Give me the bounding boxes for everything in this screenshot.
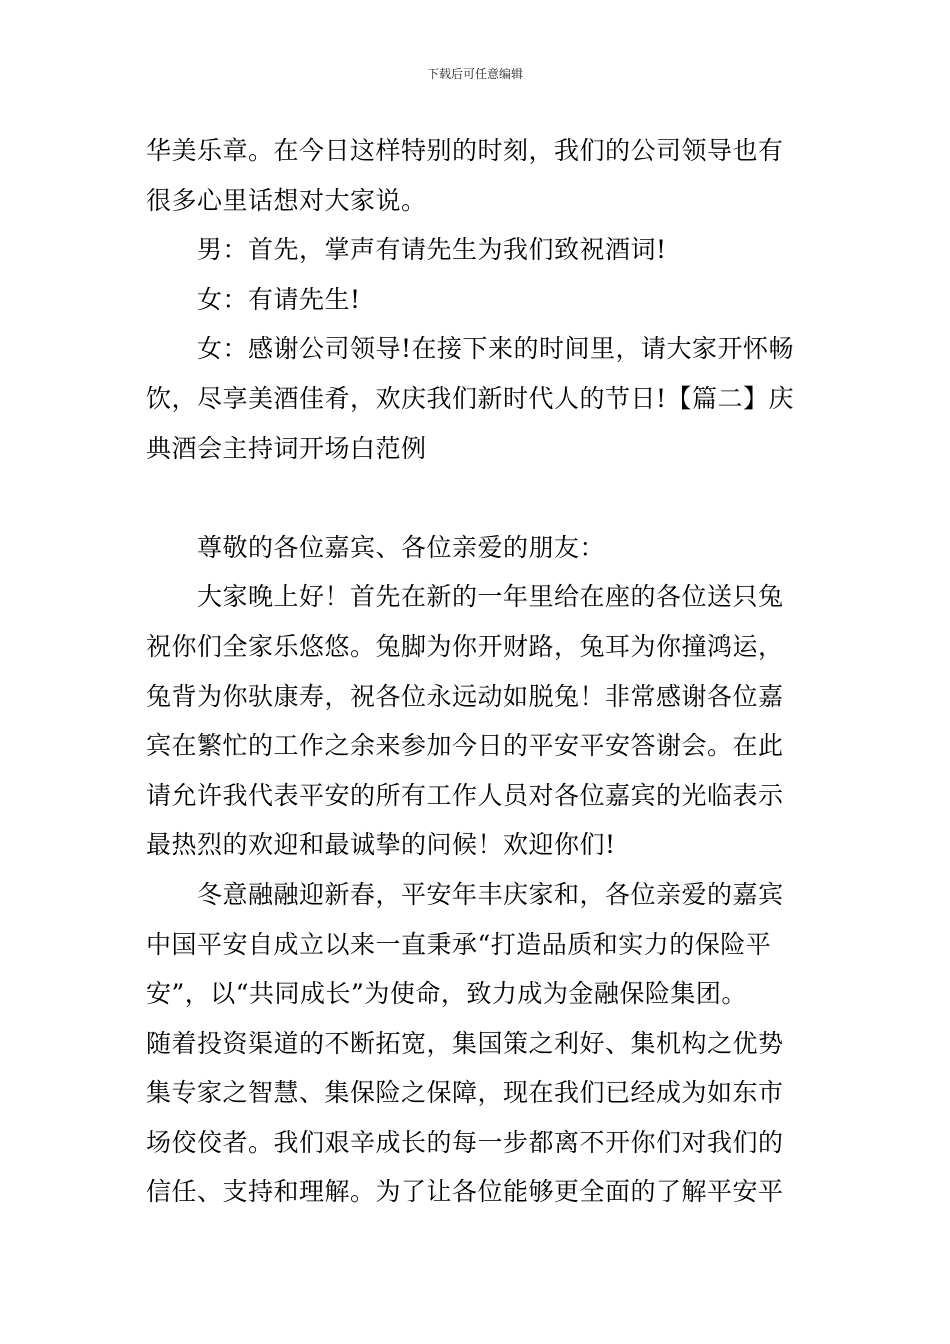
paragraph-2: 男：首先，掌声有请先生为我们致祝酒词! <box>146 235 667 265</box>
paragraph-4: 女：感谢公司领导!在接下来的时间里，请大家开怀畅 饮，尽享美酒佳肴，欢庆我们新时代人的节日!【篇二】庆 典酒会主持词开场白范例 <box>146 334 795 463</box>
paragraph-1: 华美乐章。在今日这样特别的时刻，我们的公司领导也有 很多心里话想对大家说。 <box>146 136 784 215</box>
page-header: 下载后可任意编辑 <box>426 67 523 81</box>
paragraph-gap <box>146 473 806 523</box>
document-body <box>146 126 806 1217</box>
paragraph-6: 大家晚上好！首先在新的一年里给在座的各位送只兔 祝你们全家乐悠悠。兔脚为你开财路，兔耳为你撞鸿运， 兔背为你驮康寿，祝各位永远动如脱兔！非常感谢各位嘉 宾在繁忙的工作之余来参加今日的平安平安答谢会。在此 请允许我代表平安的所有工作人员对各位嘉宾的光临表示 最热烈的欢迎和最诚挚的问候！欢迎你们! <box>146 582 784 860</box>
paragraph-7: 冬意融融迎新春，平安年丰庆家和，各位亲爱的嘉宾 中国平安自成立以来一直秉承“打造品质和实力的保险平 安”，以“共同成长”为使命，致力成为金融保险集团。 随着投资渠道的不断拓宽，集国策之利好、集机构之优势 集专家之智慧、集保险之保障，现在我们已经成为如东市 场佼佼者。我们艰辛成长的每一步都离不开你们对我们的 信任、支持和理解。为了让各位能够更全面的了解平安平 <box>146 879 784 1207</box>
paragraph-3: 女：有请先生! <box>146 284 361 314</box>
paragraph-5: 尊敬的各位嘉宾、各位亲爱的朋友： <box>146 532 606 562</box>
